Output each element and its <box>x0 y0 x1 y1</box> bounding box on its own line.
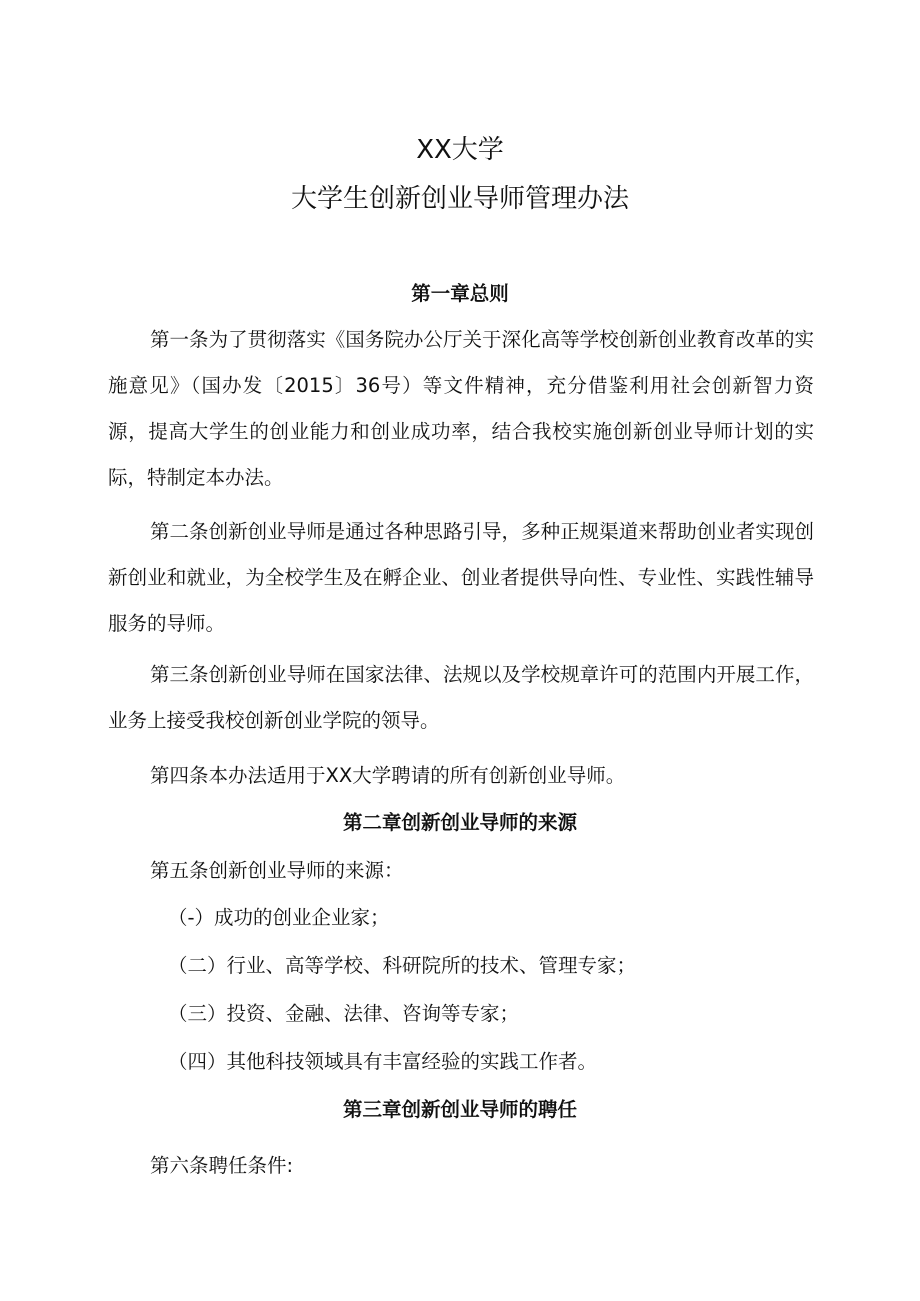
article-2: 第二条创新创业导师是通过各种思路引导，多种正规渠道来帮助创业者实现创新创业和就业，为全校学生及在孵企业、创业者提供导向性、专业性、实践性辅导服务的导师。 <box>108 520 814 635</box>
chapter-1-heading: 第一章总则 <box>411 282 509 305</box>
source-item-3: （三）投资、金融、法律、咨询等专家； <box>168 1002 520 1025</box>
chapter-2-heading: 第二章创新创业导师的来源 <box>342 811 577 834</box>
article-4: 第四条本办法适用于XX大学聘请的所有创新创业导师。 <box>150 764 626 787</box>
article-6: 第六条聘任条件: <box>150 1154 294 1177</box>
source-item-2: （二）行业、高等学校、科研院所的技术、管理专家； <box>168 954 637 977</box>
article-5: 第五条创新创业导师的来源： <box>150 859 404 882</box>
source-item-4: （四）其他科技领域具有丰富经验的实践工作者。 <box>168 1050 598 1073</box>
article-1: 第一条为了贯彻落实《国务院办公厅关于深化高等学校创新创业教育改革的实施意见》（国办发〔2015〕36号）等文件精神，充分借鉴利用社会创新智力资源，提高大学生的创业能力和创业成功率，结合我校实施创新创业导师计划的实际，特制定本办法。 <box>108 328 814 489</box>
article-3: 第三条创新创业导师在国家法律、法规以及学校规章许可的范围内开展工作，业务上接受我校创新创业学院的领导。 <box>108 663 814 732</box>
university-title: XX大学 <box>416 135 504 165</box>
document-title: 大学生创新创业导师管理办法 <box>290 184 629 214</box>
source-item-1: （-）成功的创业企业家； <box>168 906 390 929</box>
chapter-3-heading: 第三章创新创业导师的聘任 <box>342 1098 577 1121</box>
